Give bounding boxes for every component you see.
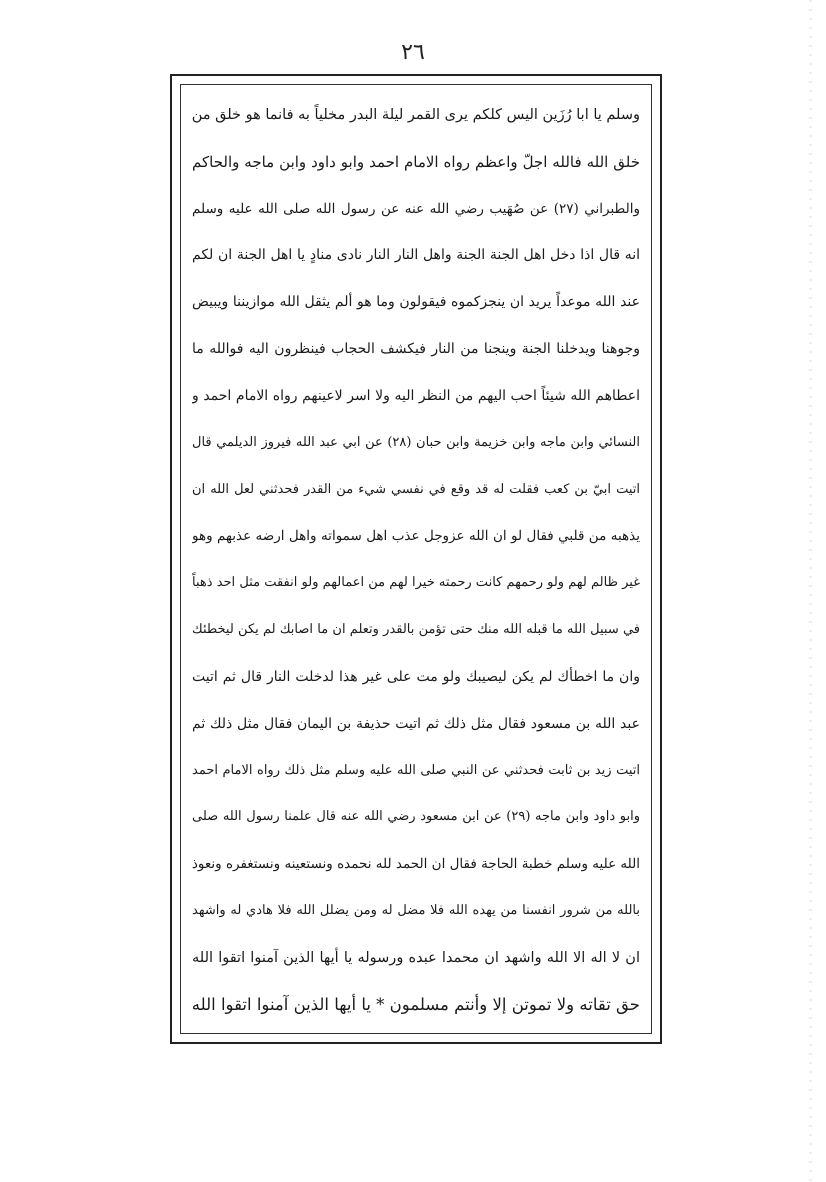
scan-edge-noise — [809, 0, 812, 1182]
text-line-11: غير ظالم لهم ولو رحمهم كانت رحمته خيرا لهم من اعمالهم ولو انفقت مثل احد ذهباً — [192, 575, 640, 591]
body-text — [192, 100, 640, 1020]
text-line-2: خلق الله فالله اجلّ واعظم رواه الامام احمد وابو داود وابن ماجه والحاكم — [192, 152, 640, 171]
text-line-10: يذهبه من قلبي فقال لو ان الله عزوجل عذب اهل سمواته واهل ارضه عذبهم وهو — [192, 528, 640, 545]
text-line-6: وجوهنا ويدخلنا الجنة وينجنا من النار فيكشف الحجاب فينظرون اليه فوالله ما — [192, 341, 640, 358]
text-line-4: انه قال اذا دخل اهل الجنة الجنة واهل النار النار نادى منادٍ يا اهل الجنة ان لكم — [192, 247, 640, 264]
text-line-1: وسلم يا ابا رُزَين اليس كلكم يرى القمر ليلة البدر مخلياً به فانما هو خلق من — [192, 107, 640, 123]
text-line-14: عبد الله بن مسعود فقال مثل ذلك ثم اتيت حذيفة بن اليمان فقال مثل ذلك ثم — [192, 715, 640, 732]
text-line-19: ان لا اله الا الله واشهد ان محمدا عبده ورسوله يا أيها الذين آمنوا اتقوا الله — [192, 949, 640, 966]
text-line-17: الله عليه وسلم خطبة الحاجة فقال ان الحمد لله نحمده ونستعينه ونستغفره ونعوذ — [192, 856, 640, 873]
text-line-7: اعطاهم الله شيئاً احب اليهم من النظر اليه ولا اسر لاعينهم رواه الامام احمد و — [192, 387, 640, 404]
text-line-8: النسائي وابن ماجه وابن خزيمة وابن حبان (٢٨) عن ابي عبد الله فيروز الديلمي قال — [192, 434, 640, 450]
text-line-5: عند الله موعداً يريد ان ينجزكموه فيقولون وما هو ألم يثقل الله موازيننا ويبيض — [192, 294, 640, 311]
text-line-15: اتيت زيد بن ثابت فحدثني عن النبي صلى الله عليه وسلم مثل ذلك رواه الامام احمد — [192, 762, 640, 778]
text-line-3: والطبراني (٢٧) عن صُهَيب رضي الله عنه عن رسول الله صلى الله عليه وسلم — [192, 200, 640, 217]
text-line-20: حق تقاته ولا تموتن إلا وأنتم مسلمون * يا أيها الذين آمنوا اتقوا الله — [192, 994, 640, 1014]
text-line-18: بالله من شرور انفسنا من يهده الله فلا مضل له ومن يضلل الله فلا هادي له واشهد — [192, 903, 640, 919]
text-line-13: وان ما اخطأك لم يكن ليصيبك ولو مت على غير هذا لدخلت النار قال ثم اتيت — [192, 668, 640, 685]
page-number: ٢٦ — [401, 40, 425, 65]
text-line-12: في سبيل الله ما قبله الله منك حتى تؤمن بالقدر وتعلم ان ما اصابك لم يكن ليخطئك — [192, 622, 640, 638]
text-line-9: اتيت ابيّ بن كعب فقلت له قد وقع في نفسي شيء من القدر فحدثني لعل الله ان — [192, 481, 640, 497]
text-line-16: وابو داود وابن ماجه (٢٩) عن ابن مسعود رضي الله عنه قال علمنا رسول الله صلى — [192, 809, 640, 825]
